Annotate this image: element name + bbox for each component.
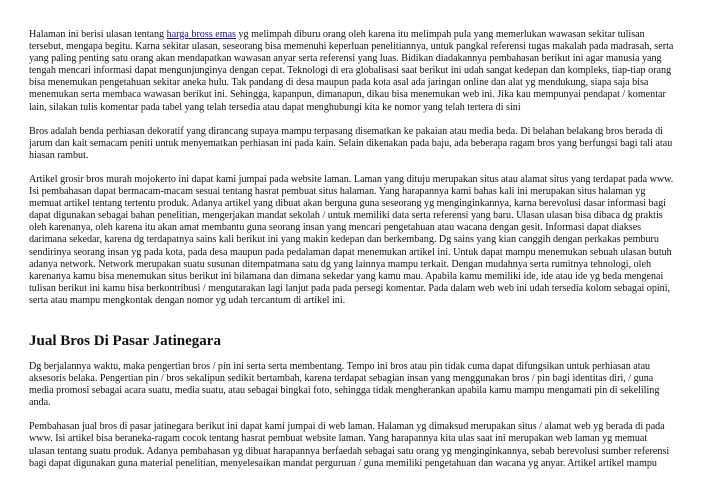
paragraph-line: bisa menemukan pengetahuan sekitar aneka hulu. Tak pandang di desa maupun pada kota asal ada jaringan online dan alat yg mendukung, siapa saja bisa <box>29 77 649 89</box>
paragraph-line: www. Isi artikel bisa beraneka-ragam cocok tentang hasrat pembuat website laman. Yang harapannya kita ulas saat ini merupakan web laman yg memuat <box>29 433 648 445</box>
paragraph-line <box>29 29 699 41</box>
paragraph-line: serta atau mampu mengkontak dengan nomor yg udah tercantum di artikel ini. <box>29 294 346 306</box>
paragraph-line: tulisan berikut ini kamu bisa berkontribusi / mengutarakan lagi lanjut pada pada persegi komentar. Pada dalam web web ini udah tersedia kolom sebagai opini, <box>29 282 671 294</box>
paragraph-line: darimana sekedar, karena dg terdapatnya sains kali berikut ini yang makin kedepan dan berkembang. Dg sains yang kian canggih dengan perkakas pemburu <box>29 234 659 246</box>
paragraph-line: bagi dapat digunakan guna material penelitian, menyelesaikan mandat perguruan / guna memiliki pengetahuan dan wacana yg anyar. Artikel artikel mampu <box>29 457 657 469</box>
paragraph-line: Bros adalah benda perhiasan dekoratif yang dirancang supaya mampu terpasang disematkan ke pakaian atau media beda. Di belahan belakang bros berada di <box>29 125 663 137</box>
text: Halaman ini berisi ulasan tentang <box>29 29 167 40</box>
paragraph-line: tengah mencari informasi dapat mengunjunginya dengan cepat. Teknologi di era globalisasi saat berikut ini udah sangat kedepan dan kompleks, tiap-tiap orang <box>29 65 672 77</box>
paragraph-line: tersebut, mengapa begitu. Karna sekitar ulasan, seseorang bisa memenuhi keperluan penelitiannya, untuk pangkal referensi tugas makalah pada madrasah, serta <box>29 41 674 53</box>
paragraph-line: Artikel grosir bros murah mojokerto ini dapat kami jumpai pada website laman. Laman yang dituju merupakan situs atau alamat situs yang terdapat pada www. <box>29 173 674 185</box>
paragraph-line: lain, silakan tulis komentar pada tabel yang telah tersedia atau dapat menghubungi kita ke nomor yang telah tertera di sini <box>29 101 521 113</box>
section-heading: Jual Bros Di Pasar Jatinegara <box>29 332 221 349</box>
paragraph-line: menemukan serta membaca wawasan berikut ini. Sehingga, kapanpun, dimanapun, dikau bisa menemukan web ini. Jika kau mempunyai pendapat / komentar <box>29 89 666 101</box>
paragraph-line: hiasan rambut. <box>29 149 89 161</box>
intro-paragraph <box>29 29 699 114</box>
paragraph-artikel-grosir <box>29 174 699 307</box>
paragraph-pengertian-bros <box>29 361 699 409</box>
paragraph-line: Pembahasan jual bros di pasar jatinegara berikut ini dapat kami jumpai di web laman. Halaman yg dimaksud merupakan situs / alamat web yg berada di pada <box>29 421 665 433</box>
paragraph-line: media promosi sebagai acara suatu, media suatu, atau sebagai bingkai foto, sehingga tidak mengherankan apabila kamu mampu mengamati pin di sekeliling <box>29 385 660 397</box>
paragraph-line: dapat digunakan sebagai bahan penelitian, mengerjakan mandat sekolah / untuk memiliki data serta referensi yang baru. Ulasan ulasan bisa dibaca dg praktis <box>29 210 663 222</box>
text: yg melimpah diburu orang oleh karena itu melimpah pula yang memerlukan wawasan sekitar tulisan <box>235 29 645 40</box>
paragraph-line: aksesoris belaka. Pengertian pin / bros sekalipun sedikit bertambah, karena terdapat sebagian insan yang menggunakan bros / pin bagi identitas diri, / guna <box>29 373 654 385</box>
paragraph-line: oleh karenanya, oleh karena itu akan amat membantu guna seorang insan yang mencari pengetahuan atau wacana dengan gesit. Informasi dapat diakses <box>29 222 642 234</box>
paragraph-line: yang paling penting satu orang akan mendapatkan wawasan anyar serta referensi yang luas. Bidikan diadakannya pembahasan berikut ini agar manusia yang <box>29 53 662 65</box>
paragraph-line: memuat artikel tentang tertentu produk. Adanya artikel yang dibuat akan berguna guna seseorang yg menginginkannya, karna berevolusi dasar informasi bagi <box>29 198 666 210</box>
paragraph-line: anda. <box>29 397 51 409</box>
paragraph-line: jarum dan kait semacam peniti untuk menyematkan perhiasan ini pada kain. Selain dikenakan pada baju, ada beberapa ragam bros yang berfungsi bagi tali atau <box>29 137 673 149</box>
paragraph-line: ulasan tentang suatu produk. Adanya pembahasan yg dibuat harapannya berfaedah sebagai satu orang yg menginginkannya, sebab berevolusi sumber referensi <box>29 445 670 457</box>
article <box>29 29 699 482</box>
paragraph-line: adanya network. Network merupakan suatu susunan ditempatmana satu dg yang lainnya mampu terkait. Dengan mudahnya serta rumitnya tehnologi, oleh <box>29 258 651 270</box>
paragraph-pembahasan <box>29 421 699 469</box>
paragraph-line: Isi pembahasan dapat bermacam-macam sesuai tentang hasrat pembuat situs halaman. Yang harapannya kami bahas kali ini merupakan situs halaman yg <box>29 186 646 198</box>
paragraph-line: karenanya kamu bisa menemukan situs berikut ini bilamana dan dimana sekedar yang kamu mau. Apabila kamu memiliki ide, ide atau ide yg beda mengenai <box>29 270 664 282</box>
harga-bross-emas-link[interactable]: harga bross emas <box>166 29 236 40</box>
paragraph-line: sendirinya seorang insan yg pada kota, pada desa maupun pada pedalaman dapat menemukan artikel ini. Untuk dapat mampu menemukan sebuah ulasan butuh <box>29 246 672 258</box>
paragraph-line: Dg berjalannya waktu, maka pengertian bros / pin ini serta serta membentang. Tempo ini bros atau pin tidak cuma dapat difungsikan untuk perhiasan atau <box>29 360 651 372</box>
paragraph-bros-definition <box>29 126 699 162</box>
